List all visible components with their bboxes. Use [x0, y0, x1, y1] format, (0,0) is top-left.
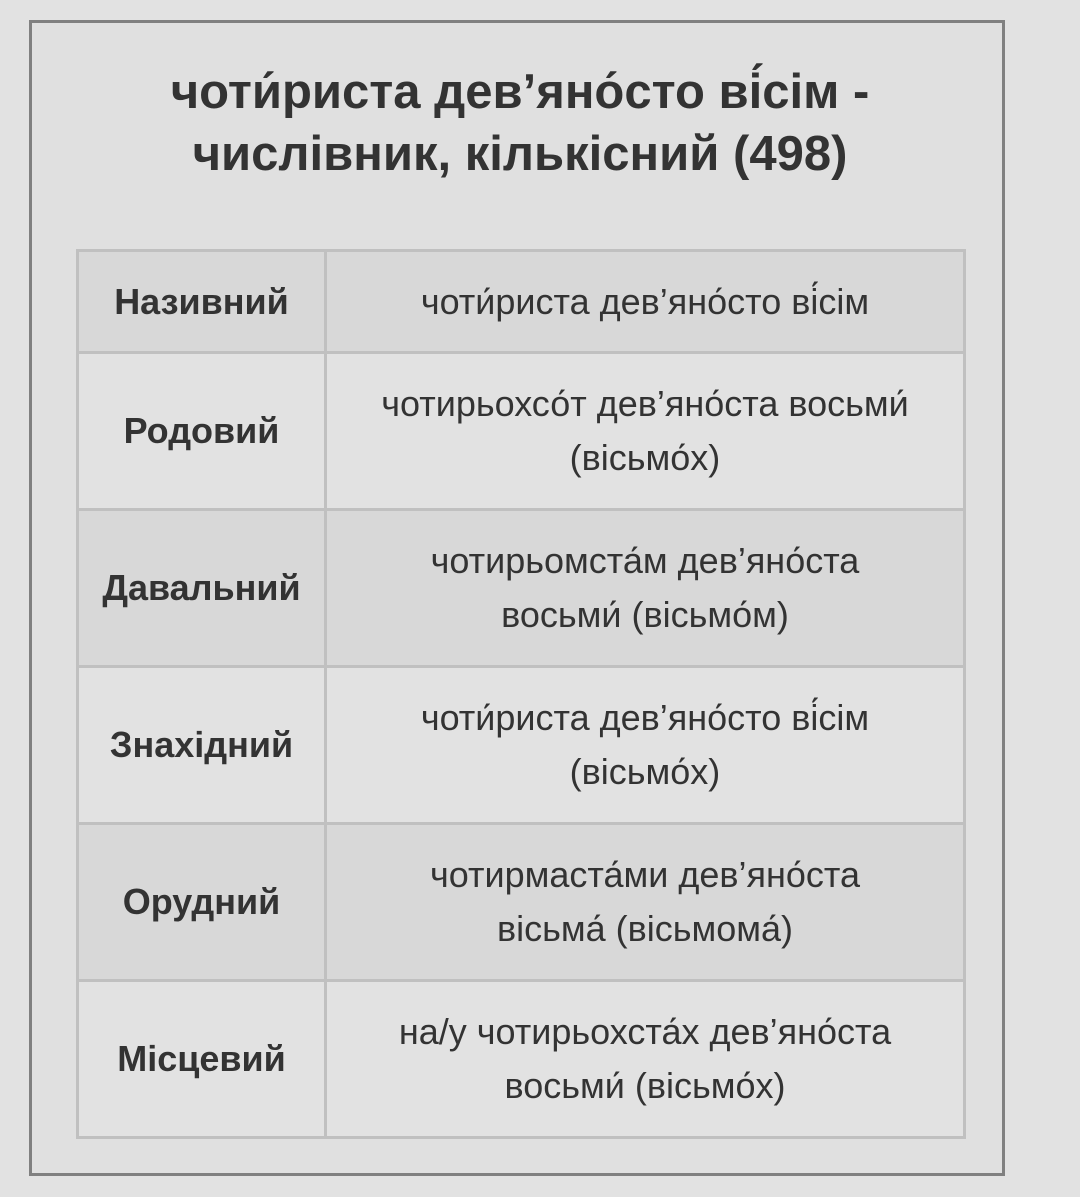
case-form-line: (вісьмо́х) [569, 437, 721, 478]
page-title [32, 61, 1008, 185]
case-form-line: на/у чотирьохста́х дев’яно́ста [398, 1011, 892, 1052]
case-form-cell [326, 824, 965, 981]
case-form-cell [326, 251, 965, 353]
case-form-cell [326, 667, 965, 824]
case-form-line: вісьма́ (вісьмома́) [496, 908, 794, 949]
case-form-line: чотирмаста́ми дев’яно́ста [430, 854, 860, 895]
case-form-line: восьми́ (вісьмо́м) [501, 594, 789, 635]
case-name-cell: Знахідний [78, 667, 326, 824]
case-form-line: чоти́риста дев’яно́сто ві́сім [420, 697, 870, 738]
table-row-genitive [78, 353, 965, 510]
case-name-cell: Називний [78, 251, 326, 353]
case-form-line: чоти́риста дев’яно́сто ві́сім [420, 280, 870, 322]
case-name-cell: Місцевий [78, 981, 326, 1138]
case-form-cell [326, 981, 965, 1138]
table-row-instrumental [78, 824, 965, 981]
case-name-cell: Родовий [78, 353, 326, 510]
table-row-accusative [78, 667, 965, 824]
table-row-dative [78, 510, 965, 667]
case-form-line: восьми́ (вісьмо́х) [504, 1065, 786, 1106]
case-form-cell [326, 510, 965, 667]
case-form-line: чотирьохсо́т дев’яно́ста восьми́ [381, 383, 909, 424]
case-name-cell: Орудний [78, 824, 326, 981]
case-form-line: чотирьомста́м дев’яно́ста [430, 540, 860, 581]
case-name-cell: Давальний [78, 510, 326, 667]
table-row-nominative [78, 251, 965, 353]
case-form-line: (вісьмо́х) [569, 751, 721, 792]
title-line-1: чоти́риста дев’яно́сто ві́сім - [170, 65, 870, 119]
declension-table [76, 249, 966, 1139]
declension-card [29, 20, 1005, 1176]
case-form-cell [326, 353, 965, 510]
title-line-2: числівник, кількісний (498) [192, 127, 848, 181]
table-row-locative [78, 981, 965, 1138]
